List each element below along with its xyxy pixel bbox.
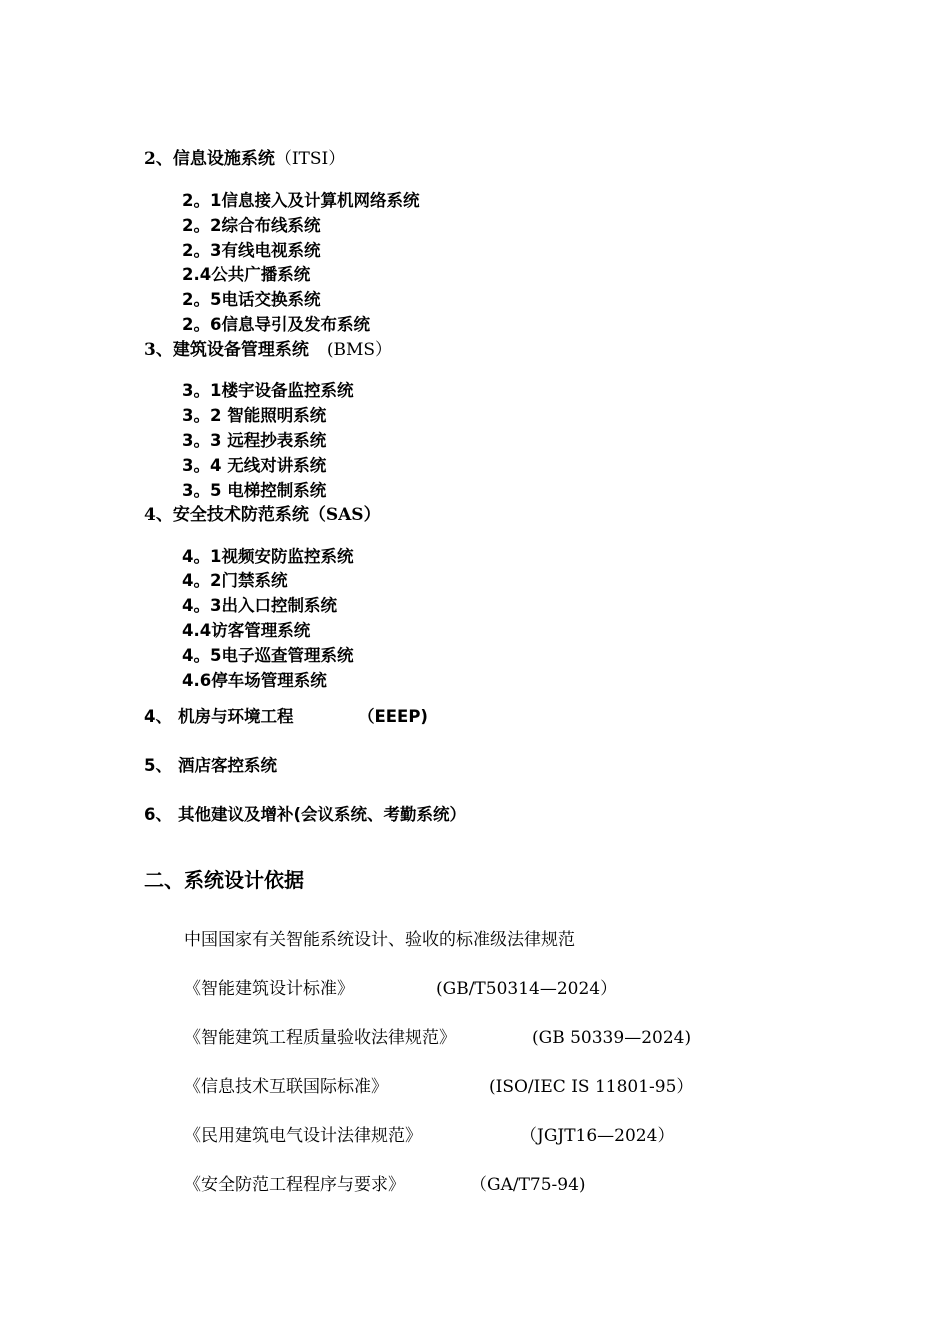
- heading-title: 机房与环境工程: [178, 707, 294, 726]
- standard-row: [184, 979, 618, 999]
- heading-other-suggestions: [144, 807, 466, 824]
- list-item: 3。5 电梯控制系统: [182, 481, 327, 500]
- standard-name: 《信息技术互联国际标准》: [184, 1077, 388, 1097]
- heading-itsi-code: （ITSI）: [274, 149, 346, 169]
- standard-code: (GB/T50314—2024）: [436, 979, 618, 999]
- heading-hotel-control: [144, 758, 277, 775]
- heading-bms: [144, 342, 392, 359]
- standard-name: 《智能建筑工程质量验收法律规范》: [184, 1028, 456, 1048]
- heading-number: 5、: [144, 756, 172, 775]
- list-item: 4.4访客管理系统: [182, 621, 311, 640]
- list-item: 2。2综合布线系统: [182, 216, 321, 235]
- heading-number: 6、: [144, 805, 172, 824]
- list-item: 4.6停车场管理系统: [182, 671, 327, 690]
- list-item: 4。5电子巡查管理系统: [182, 646, 354, 665]
- list-item: 2。5电话交换系统: [182, 290, 321, 309]
- heading-sas-code: （SAS）: [308, 505, 381, 525]
- list-item: 2.4公共广播系统: [182, 265, 311, 284]
- standard-name: 《安全防范工程程序与要求》: [184, 1175, 405, 1195]
- list-item: 3。3 远程抄表系统: [182, 431, 327, 450]
- standard-row: [184, 1126, 675, 1146]
- heading-eeep: [144, 707, 428, 726]
- list-item: 4。3出入口控制系统: [182, 596, 337, 615]
- standard-code: (GB 50339—2024): [532, 1028, 692, 1048]
- standard-row: [184, 1028, 692, 1048]
- list-item: 3。2 智能照明系统: [182, 406, 327, 425]
- standard-code: （JGJT16—2024）: [520, 1126, 675, 1146]
- heading-title: 其他建议及增补(会议系统、考勤系统）: [178, 805, 467, 824]
- list-item: 3。1楼宇设备监控系统: [182, 381, 354, 400]
- standard-name: 《智能建筑设计标准》: [184, 979, 354, 999]
- standard-row: [184, 1077, 694, 1097]
- heading-bms-code: (BMS）: [326, 340, 393, 360]
- list-item: 2。6信息导引及发布系统: [182, 315, 370, 334]
- heading-code: （EEEP): [358, 707, 428, 726]
- standard-name: 《民用建筑电气设计法律规范》: [184, 1126, 422, 1146]
- heading-bms-title: 3、建筑设备管理系统: [144, 340, 309, 360]
- heading-sas-title: 4、安全技术防范系统: [144, 505, 309, 525]
- heading-title: 酒店客控系统: [178, 756, 277, 775]
- section-intro: 中国国家有关智能系统设计、验收的标准级法律规范: [184, 930, 575, 950]
- heading-sas: [144, 507, 381, 524]
- list-item: 2。1信息接入及计算机网络系统: [182, 191, 420, 210]
- list-item: 4。1视频安防监控系统: [182, 547, 354, 566]
- standard-row: [184, 1175, 586, 1195]
- list-item: 3。4 无线对讲系统: [182, 456, 327, 475]
- standard-code: （GA/T75-94): [470, 1175, 586, 1195]
- list-item: 2。3有线电视系统: [182, 241, 321, 260]
- heading-itsi: [144, 151, 345, 168]
- list-item: 4。2门禁系统: [182, 571, 288, 590]
- standard-code: (ISO/IEC IS 11801-95）: [489, 1077, 694, 1097]
- heading-itsi-title: 2、信息设施系统: [144, 149, 275, 169]
- section-heading: 二、系统设计依据: [144, 868, 304, 892]
- heading-number: 4、: [144, 707, 172, 726]
